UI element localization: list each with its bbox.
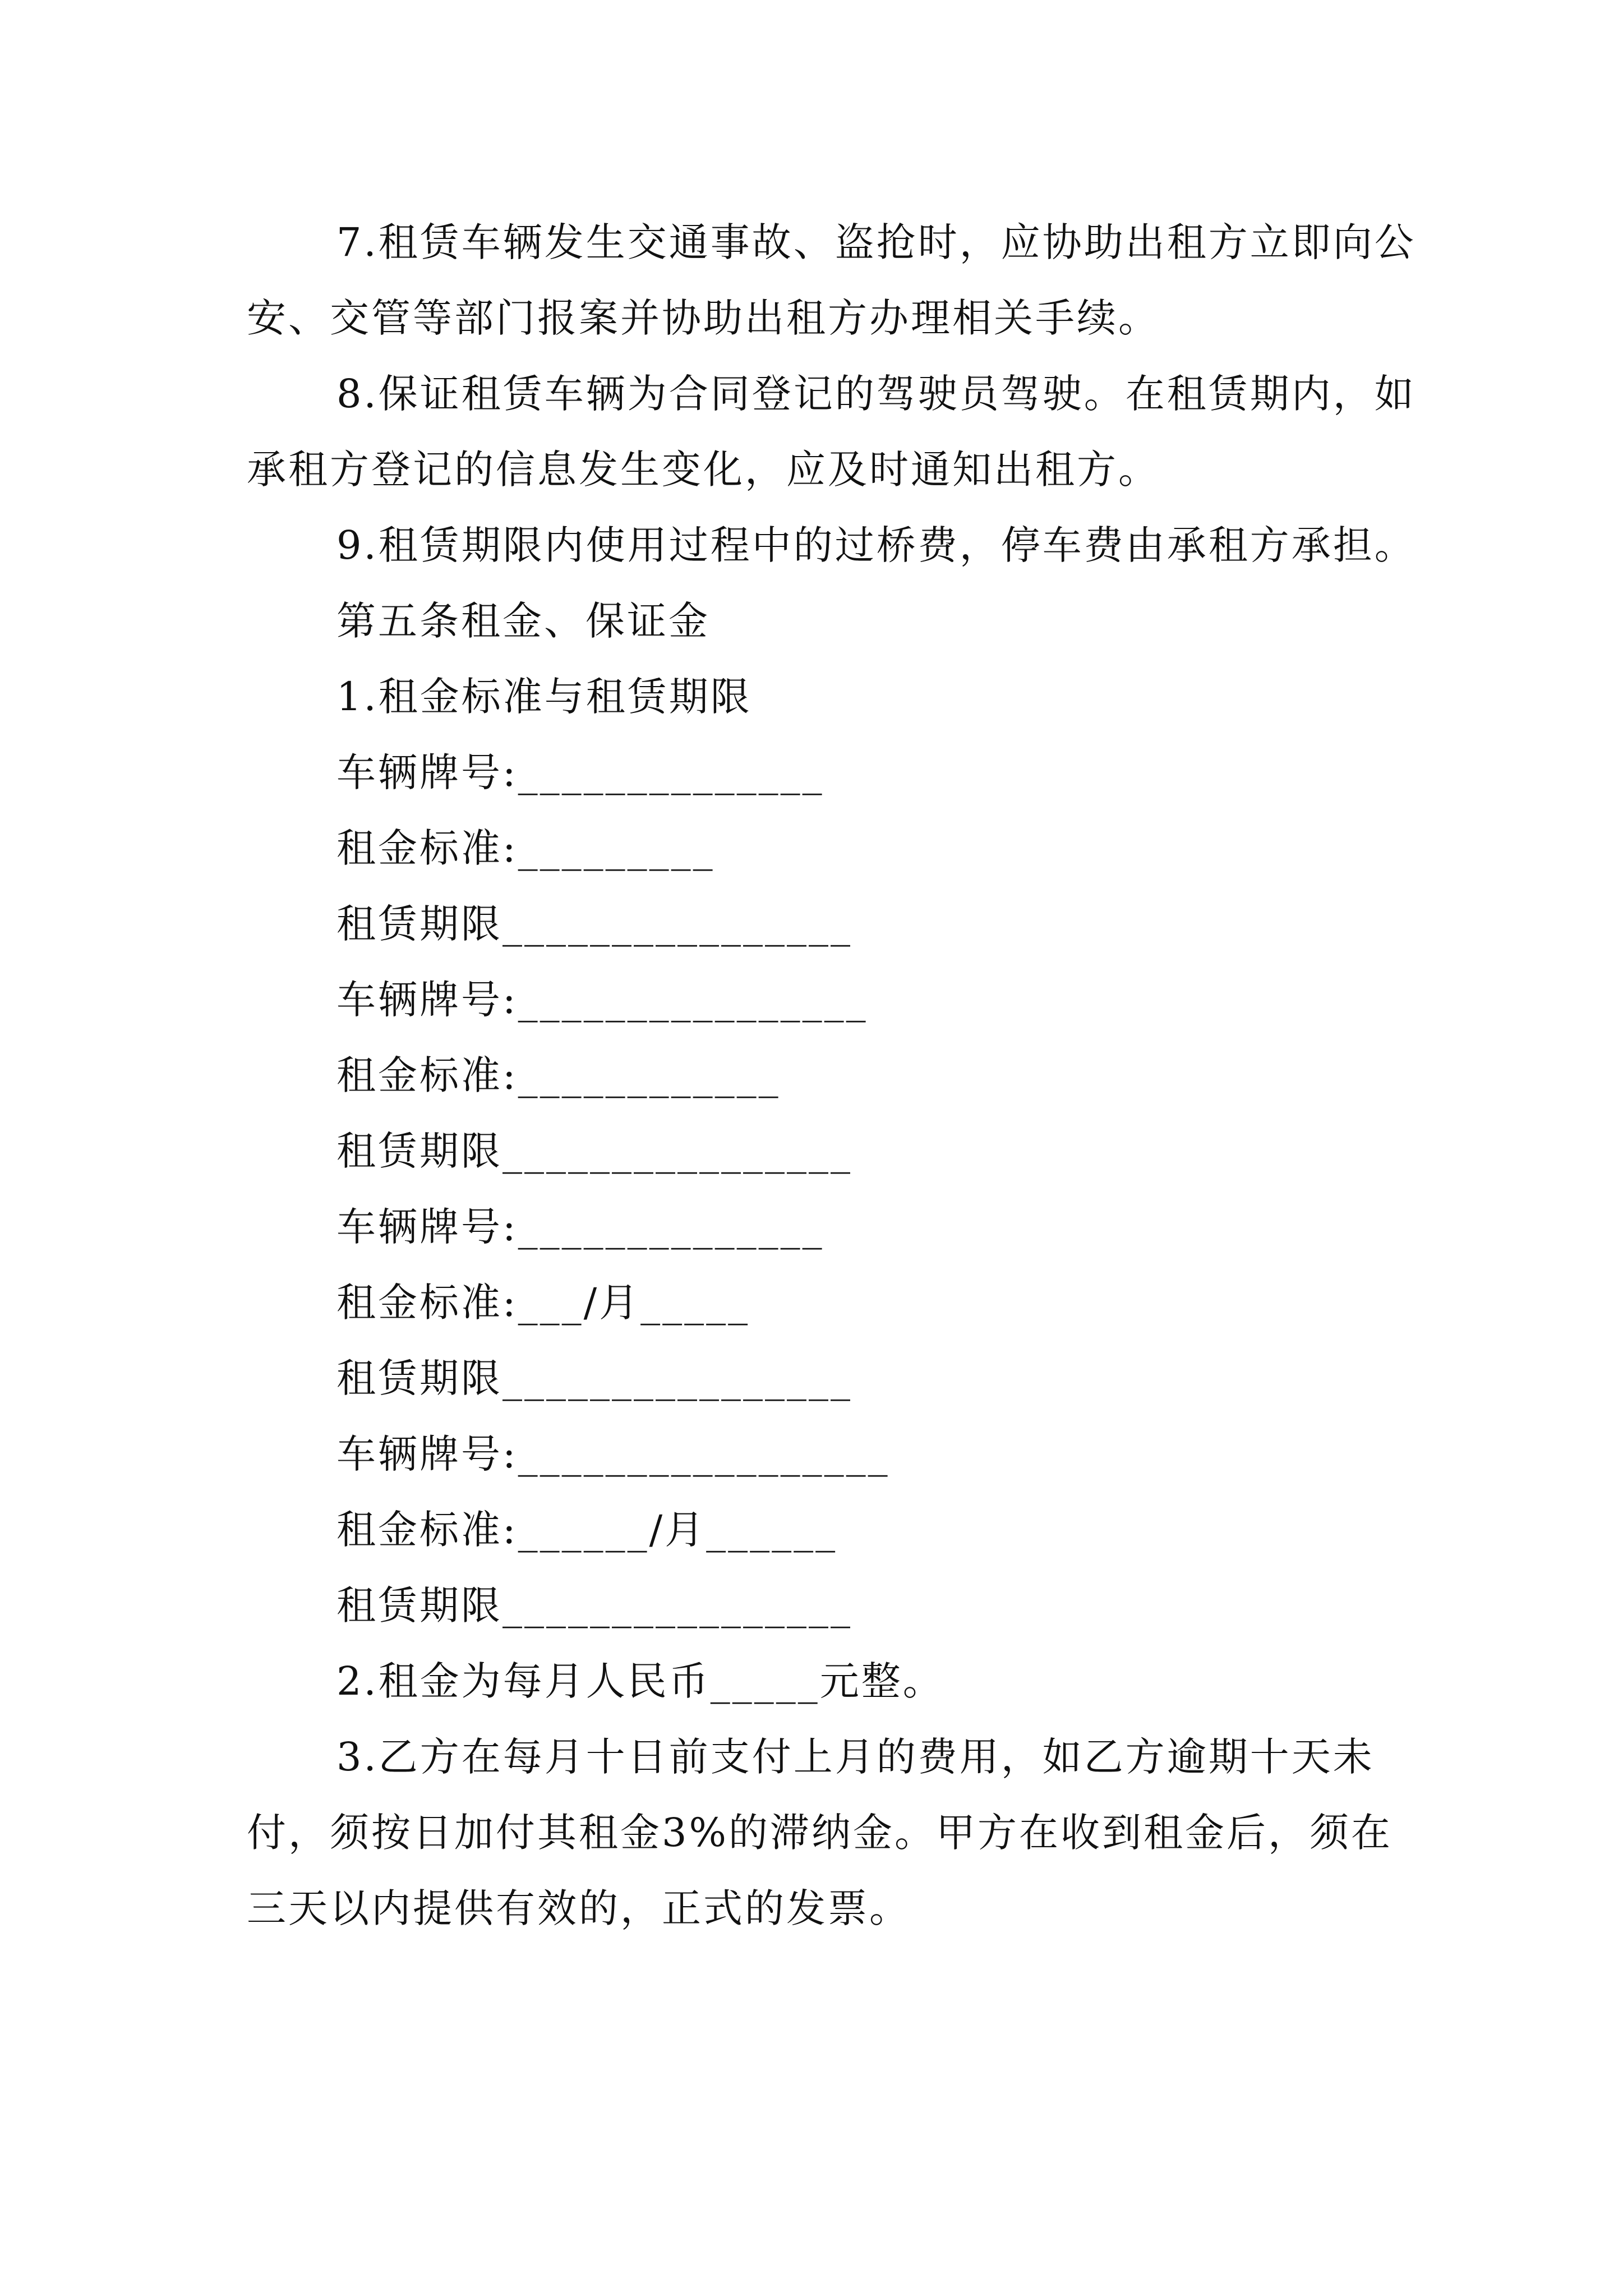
lease-term-field: 租赁期限________________	[336, 1355, 852, 1401]
lease-term-field: 租赁期限________________	[336, 1128, 852, 1174]
contract-body	[247, 205, 1424, 1947]
rent-rate-field: 租金标准:____________	[336, 1052, 781, 1098]
vehicle-plate-field: 车辆牌号:______________	[336, 1204, 824, 1250]
rent-rate-field: 租金标准:___/月_____	[336, 1280, 750, 1326]
clause-3-paragraph: 3.乙方在每月十日前支付上月的费用，如乙方逾期十天未付，须按日加付其租金3%的滞纳金。甲方在收到租金后，须在三天以内提供有效的，正式的发票。	[247, 1734, 1393, 1931]
rent-rate-field: 租金标准:______/月______	[336, 1507, 838, 1553]
lease-term-field: 租赁期限________________	[336, 901, 852, 947]
clause-2-paragraph: 2.租金为每月人民币_____元整。	[336, 1658, 944, 1704]
clause-1-title: 1.租金标准与租赁期限	[336, 674, 752, 720]
vehicle-plate-field: 车辆牌号:________________	[336, 977, 868, 1023]
vehicle-plate-field: 车辆牌号:______________	[336, 749, 824, 795]
clause-8-paragraph: 8.保证租赁车辆为合同登记的驾驶员驾驶。在租赁期内，如承租方登记的信息发生变化，应及时通知出租方。	[247, 371, 1416, 493]
clause-9-paragraph: 9.租赁期限内使用过程中的过桥费，停车费由承租方承担。	[336, 522, 1416, 568]
lease-term-field: 租赁期限________________	[336, 1582, 852, 1628]
rent-rate-field: 租金标准:_________	[336, 825, 715, 871]
vehicle-plate-field: 车辆牌号:_________________	[336, 1431, 890, 1477]
article-5-title: 第五条租金、保证金	[336, 598, 710, 644]
clause-7-paragraph: 7.租赁车辆发生交通事故、盗抢时，应协助出租方立即向公安、交管等部门报案并协助出租方办理相关手续。	[247, 219, 1416, 341]
